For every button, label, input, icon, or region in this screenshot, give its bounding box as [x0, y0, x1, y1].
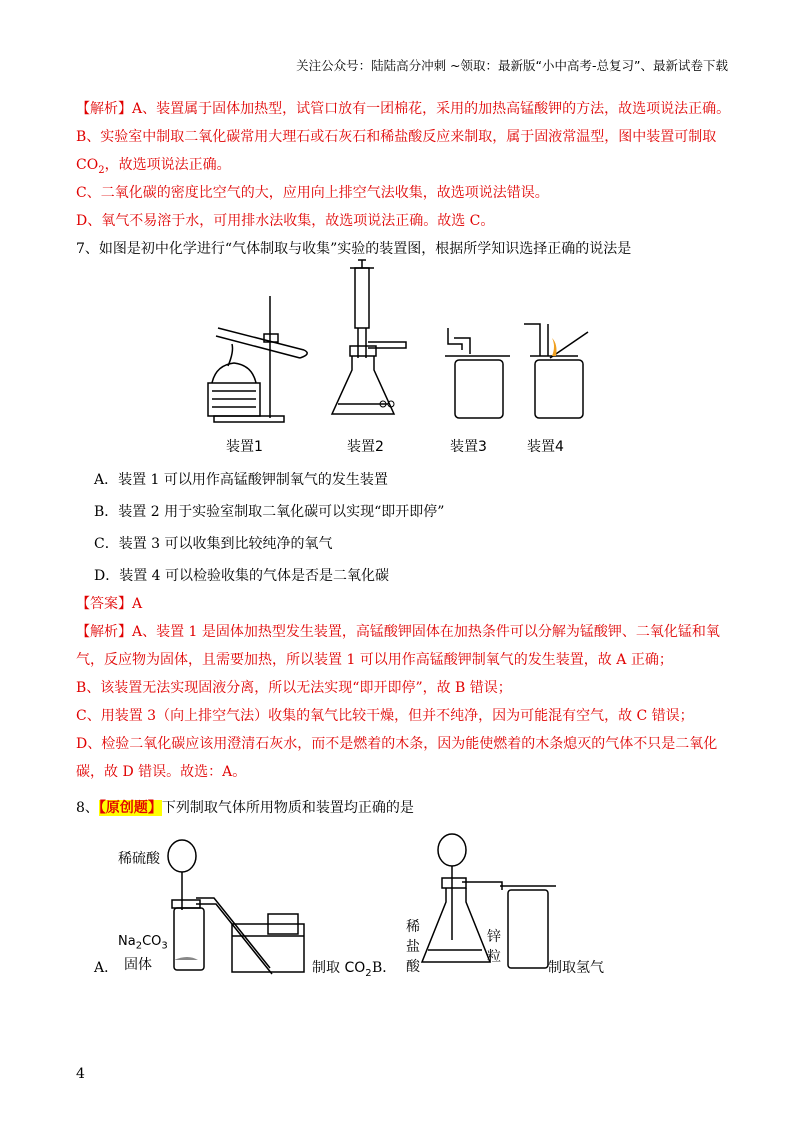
- q8-a-solid-label: 固体: [124, 957, 152, 973]
- q8-b-acid-char-3: 酸: [406, 959, 420, 975]
- q6-analysis-a: 【解析】A、装置属于固体加热型，试管口放有一团棉花，采用的加热高锰酸钾的方法，故选项说法正确。: [76, 101, 731, 117]
- device-3-label: 装置3: [450, 439, 487, 455]
- q8-option-b-label: B．: [372, 960, 397, 976]
- q8-b-zinc-char-1: 锌: [487, 929, 501, 945]
- q8-a-caption: 制取 $CO_2$: [312, 960, 372, 979]
- q6-analysis-b2: $CO_2$，故选项说法正确。: [76, 157, 231, 176]
- q6-analysis-d: D、氧气不易溶于水，可用排水法收集，故选项说法正确。故选 C。: [76, 213, 495, 229]
- q8-b-acid-char-2: 盐: [406, 939, 420, 955]
- q8-b-zinc-char-2: 粒: [487, 949, 501, 965]
- q6-analysis-b1: B、实验室中制取二氧化碳常用大理石或石灰石和稀盐酸反应来制取，属于固液常温型，图中装置可制取: [76, 129, 717, 145]
- q6-analysis-c: C、二氧化碳的密度比空气的大，应用向上排空气法收集，故选项说法错误。: [76, 185, 549, 201]
- q7-analysis-3: B、该装置无法实现固液分离，所以无法实现“即开即停”，故 B 错误；: [76, 680, 512, 696]
- q7-stem: 7、如图是初中化学进行“气体制取与收集”实验的装置图，根据所学知识选择正确的说法是: [76, 241, 632, 257]
- q7-analysis-5: D、检验二氧化碳应该用澄清石灰水，而不是燃着的木条，因为能使燃着的木条熄灭的气体不只是二氧化: [76, 736, 718, 752]
- q7-analysis-2: 气，反应物为固体，且需要加热，所以装置 1 可以用作高锰酸钾制氧气的发生装置，故 A 正确；: [76, 652, 673, 668]
- original-question-badge: 【原创题】: [98, 800, 162, 816]
- q8-a-acid-label: 稀硫酸: [118, 851, 160, 867]
- q8-option-a-label: A．: [94, 960, 119, 976]
- q7-option-d: D．装置 4 可以检验收集的气体是否是二氧化碳: [94, 568, 390, 584]
- q8-apparatus-figure: [110, 820, 620, 980]
- q7-option-a: A．装置 1 可以用作高锰酸钾制氧气的发生装置: [94, 472, 388, 488]
- q8-b-acid-char-1: 稀: [406, 919, 420, 935]
- q7-analysis-1: 【解析】A、装置 1 是固体加热型发生装置，高锰酸钾固体在加热条件可以分解为锰酸钾、二氧化锰和氧: [76, 624, 720, 640]
- q7-analysis-4: C、用装置 3（向上排空气法）收集的氧气比较干燥，但并不纯净，因为可能混有空气，故 C 错误；: [76, 708, 694, 724]
- q8-stem: 8、【原创题】下列制取气体所用物质和装置均正确的是: [76, 800, 414, 816]
- q7-analysis-6: 碳，故 D 错误。故选：A。: [76, 764, 247, 780]
- q7-option-b: B．装置 2 用于实验室制取二氧化碳可以实现“即开即停”: [94, 504, 445, 520]
- device-1-label: 装置1: [226, 439, 263, 455]
- q8-a-solid-formula: $Na_2CO_3$: [118, 934, 168, 952]
- q7-option-c: C．装置 3 可以收集到比较纯净的氧气: [94, 536, 333, 552]
- q7-apparatus-figure: [200, 258, 600, 458]
- q7-answer: 【答案】A: [76, 596, 143, 612]
- device-4-label: 装置4: [527, 439, 564, 455]
- device-2-label: 装置2: [347, 439, 384, 455]
- q8-b-caption: 制取氢气: [548, 960, 604, 976]
- page-header: 关注公众号：陆陆高分冲刺 ~领取：最新版“小中高考-总复习”、最新试卷下载: [296, 58, 728, 73]
- page-number: 4: [76, 1066, 85, 1082]
- analysis-tag: 【解析】: [76, 101, 132, 117]
